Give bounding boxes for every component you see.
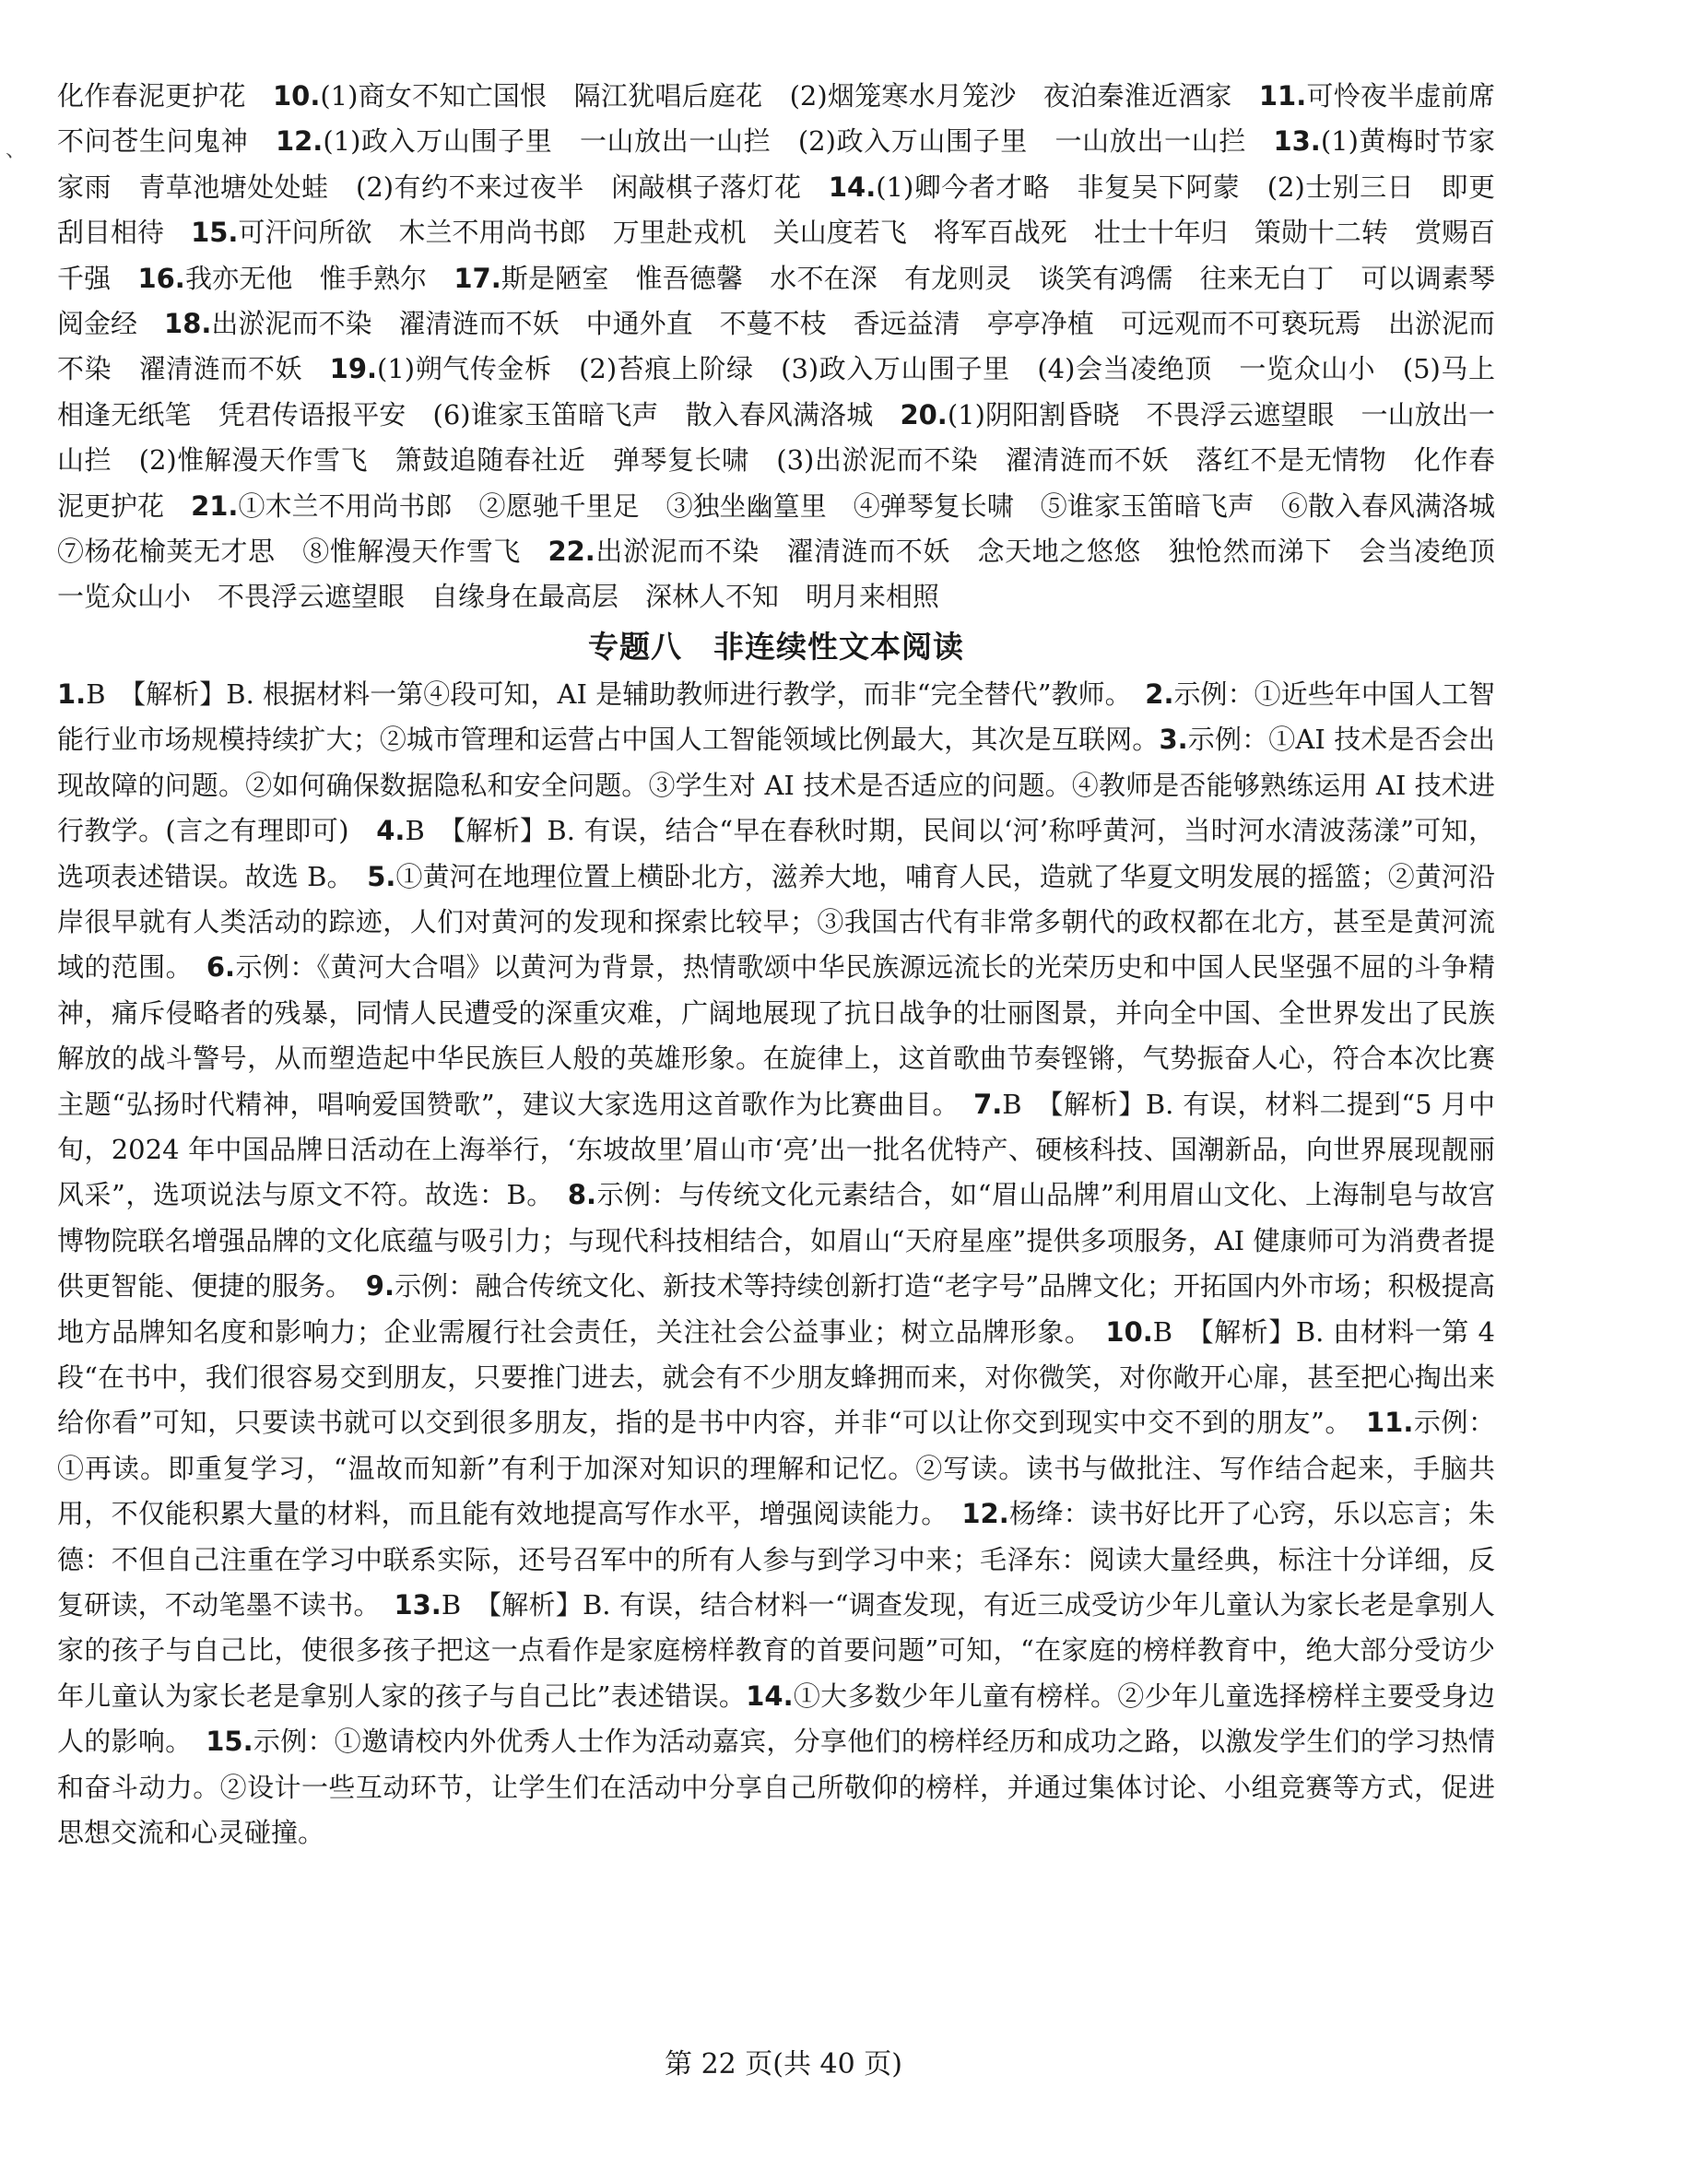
answer-number: 13. — [394, 1589, 442, 1621]
answer-number: 9. — [365, 1270, 395, 1302]
answer-item — [57, 678, 1145, 710]
poetry-answers-paragraph — [57, 74, 1522, 620]
answer-number: 12. — [275, 125, 324, 158]
answer-number: 1. — [57, 678, 87, 710]
section-title: 专题八 非连续性文本阅读 — [588, 628, 964, 665]
answer-number: 17. — [454, 262, 501, 294]
answer-text: (1)朔气传金柝 (2)苔痕上阶绿 (3)政入万山围子里 (4)会当凌绝顶 一览众山小 (5)马上相逢无纸笔 凭君传语报平安 (6)谁家玉笛暗飞声 散入春风满洛城 — [57, 353, 1495, 430]
answer-text: B 【解析】B. 根据材料一第④段可知，AI 是辅助教师进行教学，而非“完全替代”教师。 — [86, 678, 1146, 710]
answer-text: 示例：①AI 技术是否会出现故障的问题。②如何确保数据隐私和安全问题。③学生对 AI 技术是否适应的问题。④教师是否能够熟练运用 AI 技术进行教学。(言之有理即可) — [57, 724, 1495, 847]
answer-number: 11. — [1258, 80, 1307, 112]
answer-number: 10. — [1105, 1315, 1153, 1348]
answer-number: 18. — [164, 308, 212, 340]
answer-text: (1)黄梅时节家家雨 青草池塘处处蛙 (2)有约不来过夜半 闲敲棋子落灯花 — [57, 125, 1495, 203]
answer-number: 14. — [746, 1680, 794, 1712]
answer-text: 示例：与传统文化元素结合，如“眉山品牌”利用眉山文化、上海制皂与故宫博物院联名增强品牌的文化底蕴与吸引力；与现代科技相结合，如眉山“天府星座”提供多项服务，AI 健康师可为消费者提供更智能、便捷的服务。 — [57, 1179, 1495, 1302]
answer-item — [137, 263, 454, 294]
page-footer: 第 22 页(共 40 页) — [665, 2048, 902, 2080]
answer-number: 16. — [137, 262, 185, 294]
answer-text: ①木兰不用尚书郎 ②愿驰千里足 ③独坐幽篁里 ④弹琴复长啸 ⑤谁家玉笛暗飞声 ⑥散入春风满洛城 ⑦杨花榆荚无才思 ⑧惟解漫天作雪飞 — [57, 489, 1522, 568]
answer-text: 示例：《黄河大合唱》以黄河为背景，热情歌颂中华民族源远流长的光荣历史和中国人民坚强不屈的斗争精神，痛斥侵略者的残暴，同情人民遭受的深重灾难，广阔地展现了抗日战争的壮丽图景，并向全中国、全世界发出了民族解放的战斗警号，从而塑造起中华民族巨人般的英雄形象。在旋律上，这首歌曲节奏铿锵，气势振奋人心，符合本次比赛主题“弘扬时代精神，唱响爱国赞歌”，建议大家选用这首歌作为比赛曲目。 — [57, 951, 1495, 1120]
answer-text: 杨绛：读书好比开了心窍，乐以忘言；朱德：不但自己注重在学习中联系实际，还号召军中的所有人参与到学习中来；毛泽东：阅读大量经典，标注十分详细，反复研读，不动笔墨不读书。 — [57, 1498, 1495, 1621]
answer-number: 2. — [1145, 678, 1174, 710]
answer-text: (1)政入万山围子里 一山放出一山拦 (2)政入万山围子里 一山放出一山拦 — [323, 125, 1274, 158]
answer-number: 19. — [329, 353, 378, 385]
answer-text: B 【解析】B. 有误，材料二提到“5 月中旬，2024 年中国品牌日活动在上海举行，‘东坡故里’眉山市‘亮’出一批名优特产、硬核科技、国潮新品，向世界展现靓丽风采”，选项说法与原文不符。故选：B。 — [57, 1088, 1496, 1211]
answer-number: 6. — [206, 951, 236, 984]
answer-text: 示例：①邀请校内外优秀人士作为活动嘉宾，分享他们的榜样经历和成功之路，以激发学生们的学习热情和奋斗动力。②设计一些互动环节，让学生们在活动中分享自己所敬仰的榜样，并通过集体讨论、小组竞赛等方式，促进思想交流和心灵碰撞。 — [57, 1726, 1495, 1849]
answer-item — [276, 125, 1274, 157]
binding-margin-marks — [6, 138, 27, 163]
answer-number: 8. — [567, 1179, 597, 1211]
answer-number: 5. — [367, 860, 396, 892]
answer-text: (1)商女不知亡国恨 隔江犹唱后庭花 (2)烟笼寒水月笼沙 夜泊秦淮近酒家 — [320, 80, 1259, 112]
answer-number: 4. — [376, 815, 406, 847]
answer-number: 20. — [900, 398, 948, 430]
answer-text: 我亦无他 惟手熟尔 — [184, 262, 454, 294]
answer-text: (1)阴阳割昏晓 不畏浮云遮望眼 一山放出一山拦 (2)惟解漫天作雪飞 箫鼓追随春社近 弹琴复长啸 (3)出淤泥而不染 濯清涟而不妖 落红不是无情物 化作春泥更护花 — [57, 398, 1495, 522]
answer-text: 可怜夜半虚前席 不问苍生问鬼神 — [57, 80, 1522, 158]
answer-text: ①黄河在地理位置上横卧北方，滋养大地，哺育人民，造就了华夏文明发展的摇篮；②黄河沿岸很早就有人类活动的踪迹，人们对黄河的发现和探索比较早；③我国古代有非常多朝代的政权都在北方，甚至是黄河流域的范围。 — [57, 860, 1495, 984]
answer-text: 出淤泥而不染 濯清涟而不妖 中通外直 不蔓不枝 香远益清 亭亭净植 可远观而不可亵玩焉 出淤泥而不染 濯清涟而不妖 — [57, 308, 1495, 385]
answer-text: (1)卿今者才略 非复吴下阿蒙 (2)士别三日 即更刮目相待 — [57, 171, 1495, 249]
binding-mark: 、 — [6, 139, 27, 162]
answer-number: 3. — [1159, 724, 1188, 756]
answer-item — [57, 80, 273, 112]
answer-number: 14. — [828, 171, 877, 203]
answer-number: 13. — [1273, 125, 1321, 158]
answer-page — [57, 74, 1522, 1856]
answer-number: 15. — [206, 1726, 253, 1758]
answer-text: 示例：①近些年中国人工智能行业市场规模持续扩大；②城市管理和运营占中国人工智能领域比例最大，其次是互联网。 — [57, 678, 1495, 756]
answer-text: B 【解析】B. 由材料一第 4 段“在书中，我们很容易交到朋友，只要推门进去，就会有不少朋友蜂拥而来，对你微笑，对你敞开心扉，甚至把心掏出来给你看”可知，只要读书就可以交到很多朋友，指的是书中内容，并非“可以让你交到现实中交不到的朋友”。 — [57, 1315, 1495, 1439]
answer-text: B 【解析】B. 有误，结合材料一“调查发现，有近三成受访少年儿童认为家长老是拿别人家的孩子与自己比，使很多孩子把这一点看作是家庭榜样教育的首要问题”可知，“在家庭的榜样教育中，绝大部分受访少年儿童认为家长老是拿别人家的孩子与自己比”表述错误。 — [57, 1589, 1495, 1712]
answer-number: 7. — [973, 1088, 1003, 1120]
answer-item — [57, 1726, 1495, 1848]
answer-item — [273, 80, 1259, 112]
answer-text: 可汗问所欲 木兰不用尚书郎 万里赴戎机 关山度若飞 将军百战死 壮士十年归 策勋十二转 赏赐百千强 — [57, 217, 1495, 294]
answer-text: 出淤泥而不染 濯清涟而不妖 念天地之悠悠 独怆然而涕下 会当凌绝顶 一览众山小 不畏浮云遮望眼 自缘身在最高层 深林人不知 明月来相照 — [57, 536, 1522, 613]
answer-text: 化作春泥更护花 — [57, 80, 273, 112]
answer-number: 21. — [191, 489, 239, 522]
answer-number: 15. — [191, 217, 239, 249]
section-answers-paragraph — [57, 672, 1495, 1856]
answer-text: 示例：融合传统文化、新技术等持续创新打造“老字号”品牌文化；开拓国内外市场；积极提高地方品牌知名度和影响力；企业需履行社会责任，关注社会公益事业；树立品牌形象。 — [57, 1270, 1495, 1348]
answer-text: 示例：①再读。即重复学习，“温故而知新”有利于加深对知识的理解和记忆。②写读。读书与做批注、写作结合起来，手脑共用，不仅能积累大量的材料，而且能有效地提高写作水平，增强阅读能力。 — [57, 1407, 1495, 1530]
answer-number: 12. — [961, 1498, 1009, 1530]
answer-number: 22. — [548, 536, 595, 568]
answer-text: ①大多数少年儿童有榜样。②少年儿童选择榜样主要受身边人的影响。 — [57, 1680, 1495, 1758]
answer-text: 斯是陋室 惟吾德馨 水不在深 有龙则灵 谈笑有鸿儒 往来无白丁 可以调素琴 阅金经 — [57, 262, 1522, 340]
answer-text: B 【解析】B. 有误，结合“早在春秋时期，民间以‘河’称呼黄河，当时河水清波荡漾”可知，选项表述错误。故选 B。 — [57, 815, 1495, 892]
answer-number: 11. — [1365, 1407, 1414, 1439]
answer-number: 10. — [272, 80, 321, 112]
